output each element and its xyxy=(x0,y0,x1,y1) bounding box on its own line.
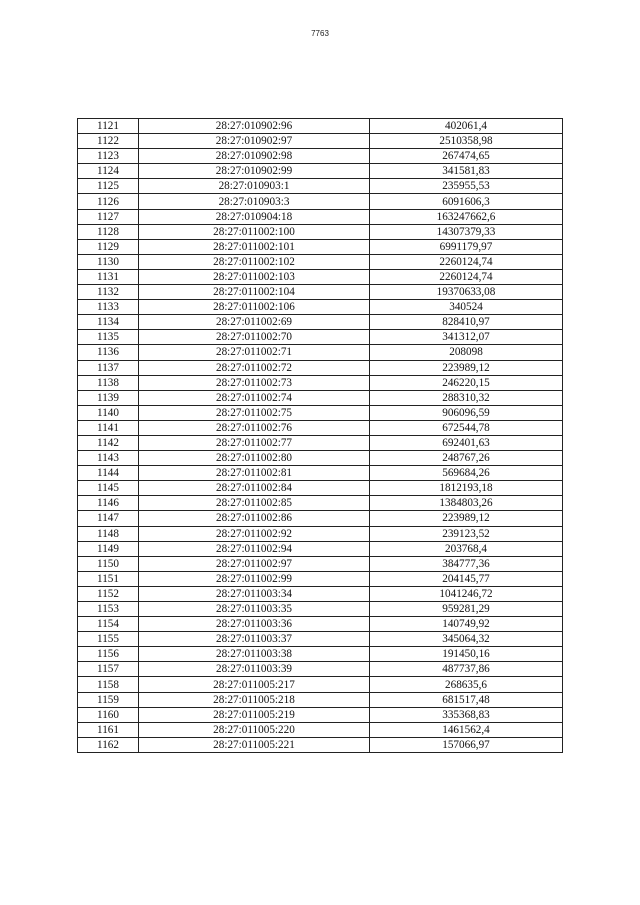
cadastral-number-cell: 28:27:010902:97 xyxy=(139,134,370,149)
value-cell: 1812193,18 xyxy=(370,481,563,496)
cadastral-number-cell: 28:27:011002:72 xyxy=(139,360,370,375)
value-cell: 235955,53 xyxy=(370,179,563,194)
row-number-cell: 1141 xyxy=(78,420,139,435)
table-row xyxy=(78,224,563,239)
value-cell: 1041246,72 xyxy=(370,586,563,601)
value-cell: 1384803,26 xyxy=(370,496,563,511)
value-cell: 157066,97 xyxy=(370,737,563,752)
value-cell: 6091606,3 xyxy=(370,194,563,209)
cadastral-number-cell: 28:27:011002:106 xyxy=(139,300,370,315)
table-row xyxy=(78,722,563,737)
cadastral-value-table xyxy=(77,118,563,753)
table-row xyxy=(78,375,563,390)
value-cell: 384777,36 xyxy=(370,556,563,571)
table-row xyxy=(78,345,563,360)
value-cell: 19370633,08 xyxy=(370,285,563,300)
row-number-cell: 1153 xyxy=(78,602,139,617)
table-row xyxy=(78,164,563,179)
cadastral-number-cell: 28:27:011002:74 xyxy=(139,390,370,405)
table-row xyxy=(78,571,563,586)
cadastral-number-cell: 28:27:011002:101 xyxy=(139,239,370,254)
row-number-cell: 1123 xyxy=(78,149,139,164)
cadastral-number-cell: 28:27:011003:37 xyxy=(139,632,370,647)
value-cell: 906096,59 xyxy=(370,405,563,420)
value-cell: 341581,83 xyxy=(370,164,563,179)
row-number-cell: 1122 xyxy=(78,134,139,149)
table-row xyxy=(78,647,563,662)
value-cell: 402061,4 xyxy=(370,119,563,134)
value-cell: 345064,32 xyxy=(370,632,563,647)
row-number-cell: 1133 xyxy=(78,300,139,315)
row-number-cell: 1137 xyxy=(78,360,139,375)
cadastral-number-cell: 28:27:010902:99 xyxy=(139,164,370,179)
table-row xyxy=(78,179,563,194)
value-cell: 246220,15 xyxy=(370,375,563,390)
table-row xyxy=(78,677,563,692)
cadastral-number-cell: 28:27:011002:84 xyxy=(139,481,370,496)
value-cell: 1461562,4 xyxy=(370,722,563,737)
value-cell: 2510358,98 xyxy=(370,134,563,149)
cadastral-number-cell: 28:27:011002:81 xyxy=(139,466,370,481)
table-row xyxy=(78,330,563,345)
cadastral-number-cell: 28:27:011002:73 xyxy=(139,375,370,390)
value-cell: 248767,26 xyxy=(370,451,563,466)
value-cell: 487737,86 xyxy=(370,662,563,677)
row-number-cell: 1143 xyxy=(78,451,139,466)
cadastral-number-cell: 28:27:011005:219 xyxy=(139,707,370,722)
row-number-cell: 1147 xyxy=(78,511,139,526)
table-row xyxy=(78,360,563,375)
cadastral-number-cell: 28:27:011002:80 xyxy=(139,451,370,466)
table-row xyxy=(78,481,563,496)
row-number-cell: 1131 xyxy=(78,269,139,284)
table-row xyxy=(78,466,563,481)
row-number-cell: 1159 xyxy=(78,692,139,707)
row-number-cell: 1135 xyxy=(78,330,139,345)
row-number-cell: 1156 xyxy=(78,647,139,662)
cadastral-number-cell: 28:27:011002:103 xyxy=(139,269,370,284)
table-row xyxy=(78,239,563,254)
cadastral-number-cell: 28:27:011002:86 xyxy=(139,511,370,526)
table-row xyxy=(78,737,563,752)
value-cell: 204145,77 xyxy=(370,571,563,586)
table-row xyxy=(78,632,563,647)
cadastral-number-cell: 28:27:010902:96 xyxy=(139,119,370,134)
value-cell: 14307379,33 xyxy=(370,224,563,239)
value-cell: 208098 xyxy=(370,345,563,360)
value-cell: 223989,12 xyxy=(370,360,563,375)
table-row xyxy=(78,707,563,722)
cadastral-number-cell: 28:27:010903:1 xyxy=(139,179,370,194)
table-body xyxy=(78,119,563,753)
row-number-cell: 1140 xyxy=(78,405,139,420)
row-number-cell: 1148 xyxy=(78,526,139,541)
value-cell: 267474,65 xyxy=(370,149,563,164)
cadastral-number-cell: 28:27:011002:94 xyxy=(139,541,370,556)
cadastral-number-cell: 28:27:011002:70 xyxy=(139,330,370,345)
value-cell: 191450,16 xyxy=(370,647,563,662)
cadastral-number-cell: 28:27:011005:217 xyxy=(139,677,370,692)
row-number-cell: 1160 xyxy=(78,707,139,722)
cadastral-number-cell: 28:27:011002:77 xyxy=(139,435,370,450)
value-cell: 140749,92 xyxy=(370,617,563,632)
table-row xyxy=(78,451,563,466)
table-row xyxy=(78,285,563,300)
row-number-cell: 1155 xyxy=(78,632,139,647)
value-cell: 203768,4 xyxy=(370,541,563,556)
cadastral-number-cell: 28:27:011002:69 xyxy=(139,315,370,330)
value-cell: 672544,78 xyxy=(370,420,563,435)
row-number-cell: 1162 xyxy=(78,737,139,752)
table-row xyxy=(78,617,563,632)
row-number-cell: 1149 xyxy=(78,541,139,556)
row-number-cell: 1132 xyxy=(78,285,139,300)
row-number-cell: 1150 xyxy=(78,556,139,571)
row-number-cell: 1128 xyxy=(78,224,139,239)
table-row xyxy=(78,194,563,209)
cadastral-number-cell: 28:27:011002:104 xyxy=(139,285,370,300)
row-number-cell: 1142 xyxy=(78,435,139,450)
table-row xyxy=(78,420,563,435)
row-number-cell: 1121 xyxy=(78,119,139,134)
page-number: 7763 xyxy=(311,29,329,38)
cadastral-number-cell: 28:27:011005:220 xyxy=(139,722,370,737)
table-row xyxy=(78,556,563,571)
row-number-cell: 1144 xyxy=(78,466,139,481)
row-number-cell: 1151 xyxy=(78,571,139,586)
value-cell: 2260124,74 xyxy=(370,269,563,284)
table-row xyxy=(78,496,563,511)
cadastral-number-cell: 28:27:011005:221 xyxy=(139,737,370,752)
cadastral-number-cell: 28:27:011002:99 xyxy=(139,571,370,586)
table-row xyxy=(78,149,563,164)
cadastral-number-cell: 28:27:011003:39 xyxy=(139,662,370,677)
table-row xyxy=(78,541,563,556)
row-number-cell: 1157 xyxy=(78,662,139,677)
row-number-cell: 1139 xyxy=(78,390,139,405)
table-row xyxy=(78,662,563,677)
cadastral-number-cell: 28:27:011002:85 xyxy=(139,496,370,511)
table-row xyxy=(78,269,563,284)
value-cell: 6991179,97 xyxy=(370,239,563,254)
row-number-cell: 1126 xyxy=(78,194,139,209)
table-row xyxy=(78,586,563,601)
table-row xyxy=(78,405,563,420)
row-number-cell: 1127 xyxy=(78,209,139,224)
value-cell: 692401,63 xyxy=(370,435,563,450)
value-cell: 828410,97 xyxy=(370,315,563,330)
table-row xyxy=(78,315,563,330)
value-cell: 223989,12 xyxy=(370,511,563,526)
table-row xyxy=(78,119,563,134)
value-cell: 239123,52 xyxy=(370,526,563,541)
row-number-cell: 1146 xyxy=(78,496,139,511)
cadastral-number-cell: 28:27:011002:76 xyxy=(139,420,370,435)
table-row xyxy=(78,602,563,617)
cadastral-number-cell: 28:27:011003:35 xyxy=(139,602,370,617)
row-number-cell: 1134 xyxy=(78,315,139,330)
table-row xyxy=(78,300,563,315)
value-cell: 340524 xyxy=(370,300,563,315)
row-number-cell: 1154 xyxy=(78,617,139,632)
table-row xyxy=(78,526,563,541)
cadastral-number-cell: 28:27:011002:100 xyxy=(139,224,370,239)
table-row xyxy=(78,209,563,224)
value-cell: 2260124,74 xyxy=(370,254,563,269)
value-cell: 335368,83 xyxy=(370,707,563,722)
value-cell: 681517,48 xyxy=(370,692,563,707)
value-cell: 288310,32 xyxy=(370,390,563,405)
cadastral-number-cell: 28:27:011002:92 xyxy=(139,526,370,541)
cadastral-number-cell: 28:27:011002:71 xyxy=(139,345,370,360)
cadastral-number-cell: 28:27:011003:36 xyxy=(139,617,370,632)
cadastral-number-cell: 28:27:011002:75 xyxy=(139,405,370,420)
cadastral-number-cell: 28:27:011003:38 xyxy=(139,647,370,662)
row-number-cell: 1129 xyxy=(78,239,139,254)
row-number-cell: 1125 xyxy=(78,179,139,194)
cadastral-number-cell: 28:27:011005:218 xyxy=(139,692,370,707)
table-row xyxy=(78,254,563,269)
cadastral-number-cell: 28:27:010903:3 xyxy=(139,194,370,209)
cadastral-number-cell: 28:27:011002:97 xyxy=(139,556,370,571)
row-number-cell: 1136 xyxy=(78,345,139,360)
row-number-cell: 1158 xyxy=(78,677,139,692)
row-number-cell: 1130 xyxy=(78,254,139,269)
cadastral-number-cell: 28:27:010902:98 xyxy=(139,149,370,164)
cadastral-number-cell: 28:27:011002:102 xyxy=(139,254,370,269)
row-number-cell: 1161 xyxy=(78,722,139,737)
value-cell: 341312,07 xyxy=(370,330,563,345)
value-cell: 569684,26 xyxy=(370,466,563,481)
row-number-cell: 1124 xyxy=(78,164,139,179)
row-number-cell: 1138 xyxy=(78,375,139,390)
value-cell: 163247662,6 xyxy=(370,209,563,224)
row-number-cell: 1145 xyxy=(78,481,139,496)
cadastral-number-cell: 28:27:010904:18 xyxy=(139,209,370,224)
row-number-cell: 1152 xyxy=(78,586,139,601)
table-row xyxy=(78,692,563,707)
table-row xyxy=(78,390,563,405)
table-row xyxy=(78,134,563,149)
table-row xyxy=(78,435,563,450)
value-cell: 959281,29 xyxy=(370,602,563,617)
value-cell: 268635,6 xyxy=(370,677,563,692)
table-row xyxy=(78,511,563,526)
cadastral-number-cell: 28:27:011003:34 xyxy=(139,586,370,601)
